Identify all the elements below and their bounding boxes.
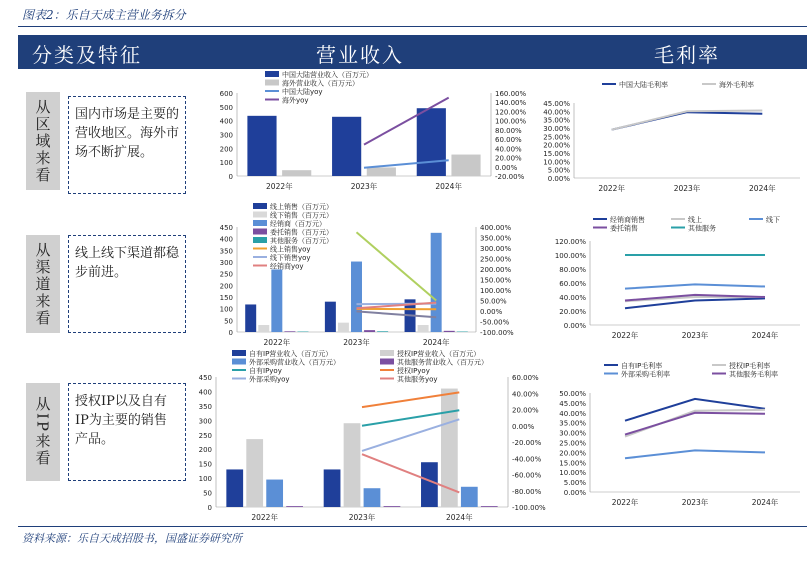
series-line — [357, 232, 437, 300]
bar — [444, 331, 455, 332]
bar — [284, 331, 295, 332]
y-tick-label: 80.00% — [559, 266, 586, 274]
bar — [282, 170, 311, 176]
y-tick-label: 10.00% — [559, 469, 586, 478]
y-tick-label: 500 — [219, 103, 233, 112]
y2-tick-label: -100.00% — [480, 329, 514, 337]
y-tick-label: 150 — [219, 294, 233, 302]
x-tick-label: 2022年 — [266, 182, 293, 191]
y-tick-label: 50 — [224, 317, 233, 326]
legend-label: 其他服务（百万元） — [270, 237, 333, 245]
y-tick-label: 350 — [198, 402, 212, 411]
y-tick-label: 250 — [198, 431, 212, 440]
y-tick-label: 450 — [198, 374, 212, 382]
legend-label: 授权IPyoy — [397, 367, 430, 375]
y2-tick-label: 60.00% — [512, 374, 539, 382]
legend-label: 外部采购yoy — [249, 375, 290, 384]
y-tick-label: 300 — [219, 259, 233, 267]
bar — [461, 487, 478, 507]
y-tick-label: 200 — [198, 446, 212, 455]
y-tick-label: 0 — [228, 173, 233, 181]
row-desc-ip: 授权IP以及自有IP为主要的销售产品。 — [68, 383, 186, 481]
y-tick-label: 20.00% — [543, 141, 570, 150]
y-tick-label: 10.00% — [543, 158, 570, 167]
y2-tick-label: 20.00% — [512, 406, 539, 415]
bar — [258, 325, 269, 332]
y-tick-label: 600 — [219, 90, 233, 98]
x-tick-label: 2022年 — [598, 184, 625, 193]
bar — [481, 506, 498, 507]
y2-tick-label: 300.00% — [480, 245, 512, 253]
y2-tick-label: 160.00% — [495, 90, 527, 98]
y-tick-label: 100.00% — [554, 252, 586, 260]
y-tick-label: 35.00% — [543, 116, 570, 125]
x-tick-label: 2023年 — [343, 338, 370, 347]
x-tick-label: 2023年 — [350, 182, 378, 191]
y-tick-label: 5.00% — [563, 479, 586, 488]
y2-tick-label: 100.00% — [480, 287, 512, 295]
y-tick-label: 35.00% — [559, 419, 586, 428]
x-tick-label: 2024年 — [751, 498, 779, 507]
y-tick-label: 300 — [219, 131, 233, 140]
y-tick-label: 200 — [219, 145, 233, 154]
bar — [226, 469, 243, 507]
y-tick-label: 150 — [198, 460, 212, 469]
x-tick-label: 2024年 — [446, 513, 473, 522]
legend-swatch — [253, 237, 267, 243]
bar — [324, 469, 341, 507]
y-tick-label: 100 — [219, 305, 233, 314]
bar — [351, 262, 362, 332]
legend-label: 外部采购毛利率 — [621, 370, 670, 379]
y2-tick-label: 150.00% — [480, 276, 512, 285]
x-tick-label: 2023年 — [681, 331, 709, 340]
legend-swatch — [253, 212, 267, 218]
y-tick-label: 100 — [219, 159, 233, 168]
series-line — [357, 311, 437, 317]
y2-tick-label: 200.00% — [480, 266, 512, 274]
x-tick-label: 2024年 — [749, 184, 776, 193]
y-tick-label: 120.00% — [554, 238, 586, 246]
legend-label: 委托销售 — [610, 224, 638, 233]
x-tick-label: 2022年 — [611, 498, 639, 507]
y-tick-label: 15.00% — [543, 150, 570, 158]
bar — [421, 462, 438, 507]
figure-title: 图表2：乐自天成主营业务拆分 — [22, 8, 186, 22]
legend-swatch — [232, 350, 246, 356]
bar — [271, 269, 282, 332]
y-tick-label: 400 — [198, 388, 212, 397]
y-tick-label: 25.00% — [543, 133, 570, 142]
series-line — [625, 284, 765, 288]
x-tick-label: 2022年 — [251, 513, 278, 522]
legend-label: 其他服务 — [688, 224, 716, 233]
legend-label: 海外yoy — [282, 96, 309, 105]
y-tick-label: 5.00% — [547, 166, 570, 175]
y2-tick-label: -60.00% — [512, 471, 542, 480]
bar — [286, 506, 303, 507]
y2-tick-label: -80.00% — [512, 487, 542, 496]
y-tick-label: 20.00% — [559, 308, 586, 316]
y-tick-label: 20.00% — [559, 449, 586, 458]
bar — [417, 108, 446, 176]
legend-label: 自有IPyoy — [249, 367, 282, 375]
y-tick-label: 200 — [219, 282, 233, 291]
row-label-region: 从区域来看 — [26, 92, 60, 190]
legend-label: 其他服务毛利率 — [729, 370, 778, 379]
y2-tick-label: 20.00% — [495, 154, 522, 163]
x-tick-label: 2022年 — [611, 331, 639, 340]
y-tick-label: 15.00% — [559, 459, 586, 468]
legend-label: 授权IP营业收入（百万元） — [397, 350, 481, 358]
bar — [338, 323, 349, 332]
bar — [266, 480, 283, 507]
legend-label: 海外毛利率 — [719, 81, 754, 89]
y-tick-label: 100 — [198, 475, 212, 484]
y-tick-label: 400 — [219, 235, 233, 244]
y2-tick-label: 0.00% — [495, 163, 518, 172]
bar — [367, 167, 396, 176]
legend-swatch — [253, 203, 267, 209]
y-tick-label: 30.00% — [559, 429, 586, 438]
y-tick-label: 45.00% — [543, 100, 570, 108]
x-tick-label: 2022年 — [263, 338, 291, 347]
bar — [332, 117, 361, 176]
y-tick-label: 0.00% — [563, 489, 586, 497]
header-category: 分类及特征 — [32, 43, 142, 67]
x-tick-label: 2024年 — [435, 182, 462, 191]
legend-swatch — [232, 359, 246, 365]
y-tick-label: 450 — [219, 224, 233, 232]
bar — [247, 116, 276, 176]
y-tick-label: 0 — [228, 329, 233, 337]
y2-tick-label: 120.00% — [495, 108, 527, 117]
y2-tick-label: 60.00% — [495, 136, 522, 145]
bottom-rule — [18, 526, 807, 527]
legend-swatch — [380, 359, 394, 365]
legend-label: 中国大陆毛利率 — [619, 81, 668, 89]
y-tick-label: 40.00% — [559, 409, 586, 418]
legend-label: 中国大陆yoy — [282, 88, 323, 96]
legend-swatch — [380, 350, 394, 356]
x-tick-label: 2023年 — [681, 498, 709, 507]
legend-swatch — [265, 71, 279, 77]
series-line — [625, 413, 765, 435]
bar — [377, 331, 388, 332]
legend-label: 海外营业收入（百万元） — [282, 79, 359, 88]
y-tick-label: 30.00% — [543, 125, 570, 133]
legend-label: 经销商yoy — [270, 262, 304, 271]
row-desc-region: 国内市场是主要的营收地区。海外市场不断扩展。 — [68, 96, 186, 194]
y2-tick-label: -20.00% — [512, 439, 542, 447]
y2-tick-label: 40.00% — [512, 390, 539, 399]
y-tick-label: 40.00% — [543, 108, 570, 117]
y-tick-label: 50 — [203, 489, 212, 498]
y2-tick-label: 250.00% — [480, 255, 512, 264]
legend-label: 自有IP毛利率 — [621, 362, 663, 370]
legend-label: 中国大陆营业收入（百万元） — [282, 71, 373, 79]
legend-label: 线上 — [688, 216, 702, 224]
bar — [364, 488, 381, 507]
y2-tick-label: -40.00% — [512, 455, 542, 464]
bar — [245, 304, 256, 332]
legend-label: 线下销售（百万元） — [270, 211, 333, 220]
bar — [364, 330, 375, 332]
y2-tick-label: 40.00% — [495, 145, 522, 154]
x-tick-label: 2024年 — [422, 338, 450, 347]
y-tick-label: 60.00% — [559, 280, 586, 288]
legend-label: 线下 — [766, 216, 780, 224]
bar — [384, 506, 401, 507]
y2-tick-label: 400.00% — [480, 224, 512, 232]
y2-tick-label: -50.00% — [480, 318, 510, 327]
bar — [344, 423, 361, 507]
x-tick-label: 2024年 — [751, 331, 779, 340]
y2-tick-label: 80.00% — [495, 126, 522, 135]
y-tick-label: 300 — [198, 417, 212, 426]
y2-tick-label: 0.00% — [512, 422, 535, 431]
legend-label: 授权IP毛利率 — [729, 362, 771, 370]
legend-swatch — [265, 80, 279, 86]
y-tick-label: 0 — [207, 504, 212, 512]
legend-label: 线上销售（百万元） — [270, 203, 333, 211]
bar — [325, 302, 336, 332]
y2-tick-label: 350.00% — [480, 234, 512, 243]
bar — [418, 325, 429, 332]
legend-label: 经销商销售 — [610, 216, 645, 224]
legend-label: 其他服务营业收入（百万元） — [397, 358, 488, 367]
legend-swatch — [253, 229, 267, 235]
y-tick-label: 40.00% — [559, 294, 586, 302]
legend-swatch — [253, 220, 267, 226]
y2-tick-label: -100.00% — [512, 504, 546, 512]
y-tick-label: 250 — [219, 270, 233, 279]
y-tick-label: 0.00% — [547, 175, 570, 183]
header-margin: 毛利率 — [654, 43, 720, 67]
y2-tick-label: 100.00% — [495, 117, 527, 126]
series-line — [625, 450, 765, 458]
legend-label: 经销商（百万元） — [270, 220, 326, 228]
bar — [451, 155, 480, 176]
row-label-ip: 从IP来看 — [26, 383, 60, 481]
y2-tick-label: 50.00% — [480, 297, 507, 306]
y-tick-label: 45.00% — [559, 399, 586, 408]
legend-label: 委托销售（百万元） — [270, 228, 333, 237]
y-tick-label: 25.00% — [559, 439, 586, 448]
y-tick-label: 0.00% — [563, 322, 586, 330]
y2-tick-label: 0.00% — [480, 308, 503, 316]
y2-tick-label: -20.00% — [495, 173, 525, 181]
y-tick-label: 50.00% — [559, 390, 586, 398]
bar — [246, 439, 263, 507]
source-note: 资料来源：乐自天成招股书，国盛证券研究所 — [22, 532, 242, 545]
row-desc-channel: 线上线下渠道都稳步前进。 — [68, 235, 186, 333]
legend-label: 线上销售yoy — [270, 245, 311, 254]
y-tick-label: 350 — [219, 247, 233, 256]
legend-label: 线下销售yoy — [270, 254, 311, 262]
y-tick-label: 400 — [219, 117, 233, 126]
y2-tick-label: 140.00% — [495, 99, 527, 108]
x-tick-label: 2023年 — [348, 513, 376, 522]
legend-label: 外部采购营业收入（百万元） — [249, 358, 340, 367]
series-line — [612, 112, 763, 130]
legend-label: 其他服务yoy — [397, 375, 438, 384]
legend-label: 自有IP营业收入（百万元） — [249, 350, 333, 358]
header-revenue: 营业收入 — [316, 43, 404, 67]
row-label-channel: 从渠道来看 — [26, 235, 60, 333]
x-tick-label: 2023年 — [673, 184, 701, 193]
